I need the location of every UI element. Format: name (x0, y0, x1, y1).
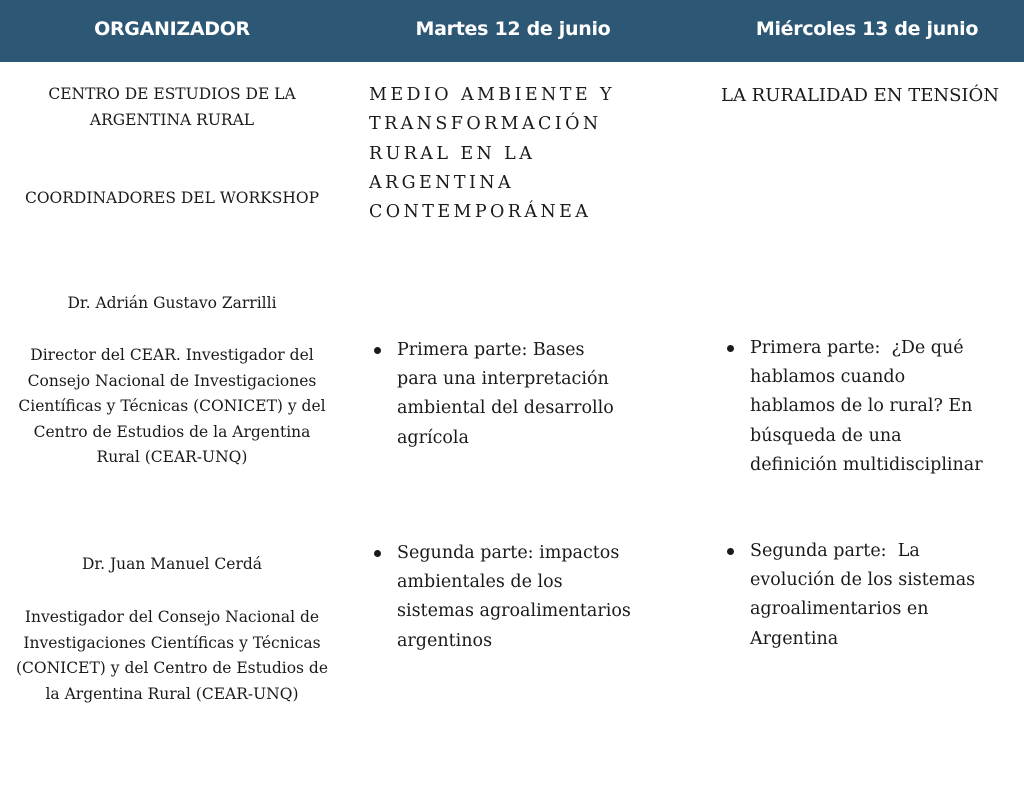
header-miercoles: Miércoles 13 de junio (755, 18, 979, 40)
organizer-name: CENTRO DE ESTUDIOS DE LA ARGENTINA RURAL (48, 85, 296, 129)
martes-session-title: MEDIO AMBIENTE Y TRANSFORMACIÓN RURAL EN LA ARGENTINA CONTEMPORÁNEA (369, 85, 615, 223)
coordinator-description: Director del CEAR. Investigador del Consejo Nacional de Investigaciones Científicas y Técnicas (CONICET) y del Centro de Estudios de la Argentina Rural (CEAR-UNQ) (18, 346, 326, 466)
miercoles-session-title: LA RURALIDAD EN TENSIÓN (721, 85, 1000, 106)
list-item (722, 537, 984, 654)
list-item-text: Segunda parte: impactos ambientales de los sistemas agroalimentarios argentinos (397, 543, 631, 651)
header-organizador: ORGANIZADOR (94, 18, 250, 40)
coordinators-heading: COORDINADORES DEL WORKSHOP (24, 189, 320, 207)
coordinator-name: Dr. Adrián Gustavo Zarrilli (67, 294, 277, 312)
bullet-icon (374, 347, 381, 354)
list-item (369, 336, 629, 453)
schedule-header (0, 0, 1024, 62)
miercoles-item-list (722, 537, 984, 654)
list-item (369, 539, 639, 656)
bullet-icon (727, 345, 734, 352)
coordinator-description: Investigador del Consejo Nacional de Investigaciones Científicas y Técnicas (CONICET) y del Centro de Estudios de la Argentina Rural (CEAR-UNQ) (15, 608, 329, 703)
list-item (722, 334, 984, 480)
bullet-icon (374, 550, 381, 557)
list-item-text: Primera parte: Bases para una interpretación ambiental del desarrollo agrícola (397, 340, 614, 448)
bullet-icon (727, 548, 734, 555)
martes-item-list (369, 336, 629, 453)
list-item-text: Segunda parte: La evolución de los sistemas agroalimentarios en Argentina (750, 541, 981, 649)
list-item-text: Primera parte: ¿De qué hablamos cuando hablamos de lo rural? En búsqueda de una definición multidisciplinar (750, 338, 983, 475)
martes-item-list (369, 539, 639, 656)
coordinator-name: Dr. Juan Manuel Cerdá (81, 555, 263, 573)
miercoles-item-list (722, 334, 984, 480)
header-martes: Martes 12 de junio (415, 18, 611, 40)
